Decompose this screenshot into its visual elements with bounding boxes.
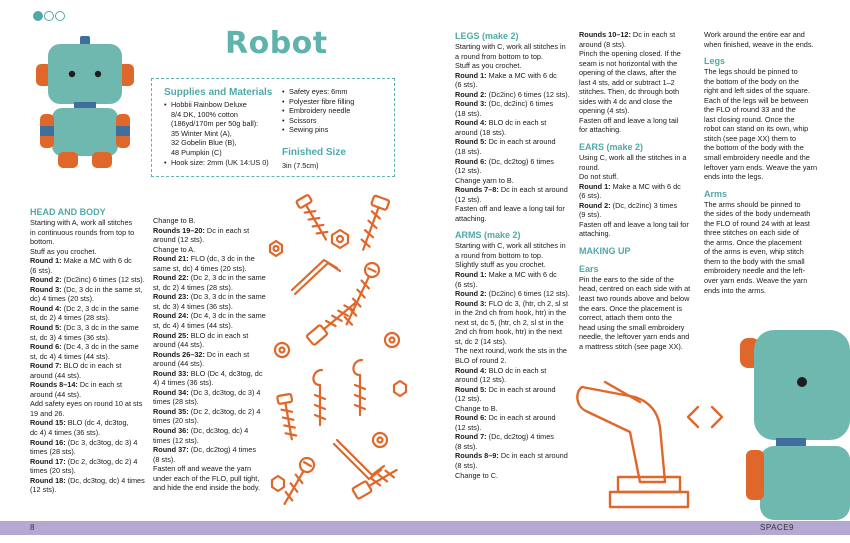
instruction-line: st, dc 4) 4 times (44 sts). [153,321,233,331]
instruction-line: The next round, work the sts in the [455,346,567,356]
instruction-line: of the arms is even, whip stitch [704,247,804,257]
instruction-line: Round 5: (Dc 3, 3 dc in the same [30,323,139,333]
instruction-line: the arms. Once the placement [704,237,802,247]
section-heading: Legs [704,56,726,67]
instructions [704,30,829,49]
instruction-line: around (18 sts). [455,127,507,137]
column-legs-arms [455,30,580,480]
list-item: • Hook size: 2mm (UK 14:US 0) [164,158,289,168]
instruction-line: least two rounds above and below [579,294,690,304]
footer-bar-left [0,521,425,535]
instruction-line: 19 and 26. [30,408,65,418]
instruction-line: Round 4: BLO dc in each st [455,118,547,128]
instruction-line: Change to C. [455,470,498,480]
instruction-line: the bottom of the body with the [704,143,804,153]
instruction-line: round. [579,162,600,172]
instruction-line: Each of the legs will be between [704,95,809,105]
instruction-line: Change to B. [455,403,498,413]
instruction-line: opening (4 sts). [579,106,630,116]
crochet-robot-photo-partial [740,330,850,520]
instruction-line: last 4 sts, add or subtract 1–2 [579,77,675,87]
instructions [704,200,829,295]
instruction-line: sides with 4 dc and close the [579,96,673,106]
instruction-line: ends into the legs. [704,172,764,182]
section-heading: HEAD AND BODY [30,207,106,217]
instruction-line: Round 6: Dc in each st around [455,413,556,423]
instruction-line: times (28 sts). [30,447,76,457]
instruction-line: Change yarn to B. [455,175,514,185]
instruction-line: Change to A. [153,244,196,254]
instruction-line: around (44 sts). [153,340,205,350]
list-item-cont: 35 Winter Mint (A), [171,128,232,138]
section-heading: EARS (make 2) [579,142,644,153]
instruction-line: st, dc 4) 4 times (44 sts). [30,351,110,361]
page-title: Robot [225,26,328,61]
instruction-line: The arms should be pinned to [704,199,801,209]
instruction-line: correct, attach them onto the [579,313,672,323]
instruction-line: the bottom of the body on the [704,76,799,86]
column-ears [579,30,704,351]
instruction-line: Rounds 8–14: Dc in each st [30,380,123,390]
instruction-line: st, dc 3) 4 times (36 sts). [153,301,233,311]
instruction-line: in the 2nd ch from hook, htr) in the [455,308,567,318]
instruction-line: Starting with C, work all stitches in [455,42,566,51]
instruction-line: 4) 4 times (36 sts). [153,378,214,388]
instruction-line: under each of the FLO, pull tight, [153,473,260,483]
instruction-line: (8 sts). [455,441,478,451]
instructions [579,153,704,239]
instruction-line: Round 24: (Dc 4, 3 dc in the same [153,311,266,321]
instruction-line: Round 3: FLO dc 3, (htr, ch 2, sl st [455,298,569,308]
instruction-line: Round 2: (Dc2inc) 6 times (12 sts). [455,289,570,299]
dot-icon [44,11,54,21]
instruction-line: Round 34: (Dc 3, dc3tog, dc 3) 4 [153,387,261,397]
instruction-line: (12 sts). [455,394,482,404]
instruction-line: Fasten off and leave a long tail for [579,219,689,229]
instruction-line: times (12 sts). [153,435,199,445]
column-making-up [704,30,829,295]
instruction-line: (6 sts). [455,80,478,90]
list-item: • Sewing pins [282,125,392,135]
instruction-line: Starting with C, work all stitches in [455,241,566,251]
instruction-line: Round 1: Make a MC with 6 dc [455,270,557,280]
instruction-line: next st, dc 5, (htr, ch 2, sl st in the [455,317,564,327]
instruction-line: (9 sts). [579,210,602,220]
instruction-line: The legs should be pinned to [704,67,798,77]
instruction-line: Rounds 7–8: Dc in each st around [455,185,568,195]
instruction-line: (12 sts). [455,194,482,204]
section-heading: Arms [704,188,728,199]
instruction-line: ends into the arms. [704,285,767,295]
list-item: • Scissors [282,116,392,126]
instruction-line: Round 18: (Dc, dc3tog, dc) 4 times [30,475,145,485]
instruction-line: a mattress stitch (see page XX). [579,341,683,351]
supplies-box [151,78,395,177]
instruction-line: needle, the leftover yarn ends and [579,332,690,342]
instructions [704,67,829,182]
instruction-line: Add safety eyes on round 10 at sts [30,399,143,409]
instruction-line: Round 22: (Dc 2, 3 dc in the same [153,273,266,283]
tools-illustration [262,190,417,520]
instruction-line: the FLO of round 33 and the [704,105,796,115]
instruction-line: Rounds 8–9: Dc in each st around [455,451,568,461]
instruction-line: Round 1: Make a MC with 6 dc [30,256,132,266]
instruction-line: Round 1: Make a MC with 6 dc [455,70,557,80]
instruction-line: Rounds 26–32: Dc in each st [153,349,250,359]
list-item: • Hobbii Rainbow Deluxe [164,100,289,110]
instruction-line: three stitches on each side of [704,228,799,238]
dot-icon [55,11,65,21]
instruction-line: leftover yarn ends. Weave the yarn [704,162,818,172]
instruction-line: (12 sts). [455,422,482,432]
instruction-line: bottom. [30,237,55,247]
crochet-robot-photo [30,34,140,169]
instruction-line: opening of the claws, after the [579,68,677,78]
instruction-line: stitch (see page XX) them to [704,133,797,143]
instruction-line: embroidery needle and the left- [704,266,806,276]
instruction-line: the FLO of round 24 with at least [704,218,810,228]
list-item-cont: 48 Pumpkin (C) [171,147,222,157]
instruction-line: Fasten off and leave a long tail for [455,204,565,214]
instruction-line: (12 sts). [455,166,482,176]
instruction-line: (6 sts). [579,191,602,201]
instruction-line: Round 17: (Dc 2, dc3tog, dc 2) 4 [30,456,138,466]
instructions [579,275,704,351]
instruction-line: Rounds 10–12: Dc in each st [579,30,676,39]
instruction-line: (18 sts). [455,108,482,118]
instruction-line: head using the small embroidery [579,322,685,332]
instruction-line: over yarn ends. Weave the yarn [704,276,808,286]
column-head-body [30,206,155,495]
instruction-line: Round 4: (Dc 2, 3 dc in the same [30,303,139,313]
instruction-line: dc) 4 times (20 sts). [30,294,95,304]
finished-size-value: 3in (7.5cm) [282,161,319,170]
page-number-left: 8 [30,523,35,532]
instruction-line: times (20 sts). [30,466,76,476]
instruction-line: Round 15: BLO (dc 4, dc3tog, [30,418,129,428]
instruction-line: Round 25: BLO dc in each st [153,330,249,340]
instruction-line: Stuff as you crochet. [455,61,522,71]
list-item: • Safety eyes: 6mm [282,87,392,97]
instructions [455,42,580,223]
instruction-line: st, dc 2 (14 sts). [455,336,507,346]
instruction-line: around (44 sts). [30,389,82,399]
instruction-line: Pin the ears to the side of the [579,274,674,284]
instruction-line: Round 7: BLO dc in each st [30,361,122,371]
instruction-line: (8 sts). [153,454,176,464]
supplies-list-right [282,87,392,135]
section-heading: Ears [579,263,599,274]
instruction-line: for attaching. [579,125,622,135]
instruction-line: small embroidery needle and the [704,153,810,163]
instruction-line: Round 2: (Dc, dc2inc) 3 times [579,200,678,210]
list-item: • Polyester fibre filling [282,97,392,107]
instruction-line: Round 3: (Dc, dc2inc) 6 times [455,99,554,109]
robotic-arm-illustration [570,372,760,522]
instruction-line: Rounds 19–20: Dc in each st [153,225,250,235]
instruction-line: stitches. Then, dc through both [579,87,680,97]
instruction-line: times (20 sts). [153,416,199,426]
instruction-line: around (44 sts). [30,370,82,380]
instruction-line: st, dc 2) 4 times (28 sts). [153,282,233,292]
instruction-line: (12 sts). [30,485,57,495]
instruction-line: times (28 sts). [153,397,199,407]
instruction-line: Do not stuff. [579,172,619,182]
instruction-line: (6 sts). [30,265,53,275]
instruction-line: Round 16: (Dc 3, dc3tog, dc 3) 4 [30,437,138,447]
instruction-line: Round 21: FLO (dc, 3 dc in the [153,254,255,264]
instruction-line: and hide the end inside the body. [153,483,260,493]
instruction-line: Work around the entire ear and [704,30,805,39]
instructions [153,216,273,493]
instruction-line: st, dc 2) 4 times (28 sts). [30,313,110,323]
instruction-line: around (12 sts). [455,375,507,385]
instruction-line: Round 5: Dc in each st around [455,384,556,394]
instruction-line: st, dc 3) 4 times (36 sts). [30,332,110,342]
section-heading: ARMS (make 2) [455,230,521,241]
supplies-heading: Supplies and Materials [164,87,273,98]
instruction-line: a round from bottom to top. [455,51,544,61]
instructions [455,241,580,480]
instruction-line: the sides of the body underneath [704,209,811,219]
instruction-line: dc 4) 4 times (36 sts). [30,428,101,438]
instruction-line: Pinch the opening closed. If the [579,49,681,59]
instruction-line: Round 33: BLO (Dc 4, dc3tog, dc [153,368,263,378]
instruction-line: robot can stand on its own, whip [704,124,809,134]
instruction-line: Starting with A, work all stitches [30,218,133,227]
instruction-line: Change to B. [153,216,196,225]
list-item-cont: 8/4 DK, 100% cotton [171,109,238,119]
instruction-line: BLO of round 2. [455,355,507,365]
instruction-line: Round 3: (Dc, 3 dc in the same st, [30,284,143,294]
instructions [30,218,155,495]
finished-size-heading: Finished Size [282,147,346,158]
instruction-line: around (44 sts). [153,359,205,369]
section-heading: LEGS (make 2) [455,31,519,41]
instruction-line: Round 37: (Dc, dc2tog) 4 times [153,445,257,455]
list-item: • Embroidery needle [282,106,392,116]
instruction-line: Round 36: (Dc, dc3tog, dc) 4 [153,426,249,436]
instruction-line: 2nd ch from hook, htr) in the next [455,327,563,337]
dot-icon [33,11,43,21]
instruction-line: (18 sts). [455,147,482,157]
instruction-line: Round 5: Dc in each st around [455,137,556,147]
section-label: SPACE [760,523,790,532]
instruction-line: (8 sts). [455,460,478,470]
column-body-continued [153,216,273,493]
instruction-line: Round 1: Make a MC with 6 dc [579,181,681,191]
instruction-line: Stuff as you crochet. [30,246,97,256]
instruction-line: in continuous rounds from top to [30,227,135,237]
instruction-line: them to the body with the small [704,256,805,266]
instruction-line: around (12 sts). [153,235,205,245]
instruction-line: seam is not horizontal with the [579,58,678,68]
instruction-line: Fasten off and leave a long tail [579,115,679,125]
instructions [579,30,704,135]
list-item-cont: 32 Gobelin Blue (B), [171,138,237,148]
instruction-line: Round 35: (Dc 2, dc3tog, dc 2) 4 [153,406,261,416]
instruction-line: head, centred on each side with at [579,284,691,294]
instruction-line: Round 4: BLO dc in each st [455,365,547,375]
instruction-line: when finished, weave in the ends. [704,39,814,49]
decorative-dots [33,11,65,21]
list-item-cont: (186yd/170m per 50g ball): [171,119,259,129]
instruction-line: (6 sts). [455,279,478,289]
instruction-line: same st, dc) 4 times (20 sts). [153,263,247,273]
instruction-line: Round 2: (Dc2inc) 6 times (12 sts). [455,89,570,99]
instruction-line: a round from bottom to top. [455,250,544,260]
instruction-line: attaching. [579,229,611,239]
instruction-line: right and left sides of the square. [704,86,810,96]
supplies-list-left [164,100,289,167]
instruction-line: Round 6: (Dc 4, 3 dc in the same [30,342,139,352]
instruction-line: Round 7: (Dc, dc2tog) 4 times [455,432,554,442]
instruction-line: Round 6: (Dc, dc2tog) 6 times [455,156,554,166]
instruction-line: Fasten off and weave the yarn [153,464,252,474]
instruction-line: attaching. [455,213,487,223]
instruction-line: the ears. Once the placement is [579,303,683,313]
instruction-line: Using C, work all the stitches in a [579,153,687,163]
instruction-line: last closing round. Once the [704,114,795,124]
section-heading: MAKING UP [579,245,631,256]
instruction-line: Round 2: (Dc2inc) 6 times (12 sts). [30,275,145,285]
instruction-line: Slightly stuff as you crochet. [455,260,546,270]
instruction-line: Round 23: (Dc 3, 3 dc in the same [153,292,266,302]
page-number-right: 9 [789,523,794,532]
instruction-line: around (8 sts). [579,39,627,49]
